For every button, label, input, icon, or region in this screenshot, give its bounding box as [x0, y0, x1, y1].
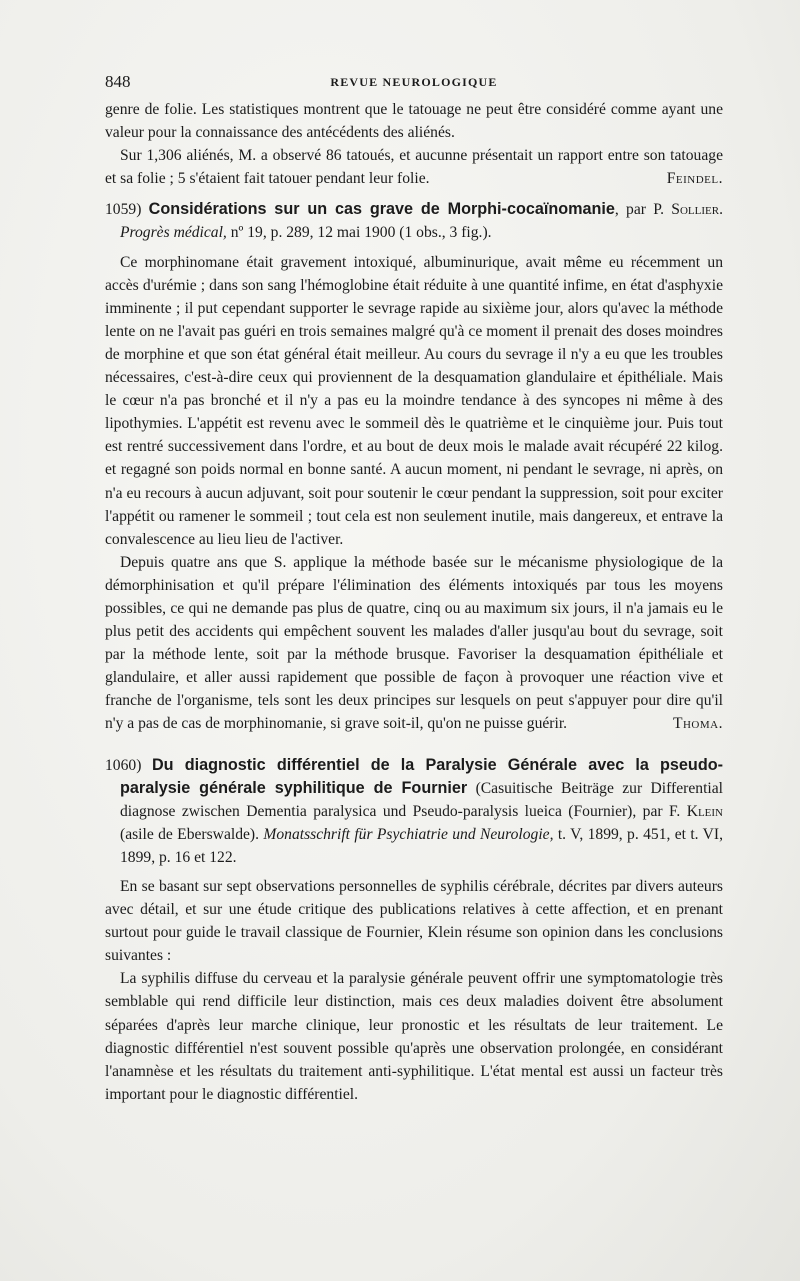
- entry-paragraph: La syphilis diffuse du cerveau et la paralysie générale peuvent offrir une symptomatologie très semblable qui rend difficile leur distinction, mais ces deux maladies doivent être absolument séparées d'après leur marche clinique, leur pronostic et les résultats de leur traitement. Le diagnostic différentiel n'est souvent possible qu'après une observation prolongée, en considérant l'anamnèse et les résultats du traitement anti-syphilitique. L'état mental est aussi un facteur très important pour le diagnostic différentiel.: [105, 970, 723, 1103]
- paragraph-text: Sur 1,306 aliénés, M. a observé 86 tatoués, et aucunne présentait un rapport entre son tatouage et sa folie ; 5 s'étaient fait tatouer pendant leur folie.: [105, 147, 723, 188]
- page-header: [105, 72, 723, 98]
- entry-paragraph: [105, 551, 723, 736]
- signature-thoma: Thoma.: [672, 715, 723, 733]
- entry-heading: [105, 198, 723, 244]
- paragraph-text: Depuis quatre ans que S. applique la méthode basée sur le mécanisme physiologique de la démorphinisation et qu'il prépare l'élimination des éléments intoxiqués par tous les moyens possibles, ce qui ne demande pas plus de quatre, cinq ou au maximum six jours, il n'a jamais eu le plus petit des accidents qui empêchent souvent les malades d'aller jusqu'au bout du sevrage, soit par la méthode lente, soit par la méthode brusque. Favoriser la desquamation épithéliale et glandulaire, et aller aussi rapidement que possible de façon à provoquer une réaction vive et franche de l'organisme, tels sont les deux principes sur lesquels on peut s'appuyer pour dire qu'il n'y a pas de cas de morphinomanie, si grave soit-il, qu'on ne puisse guérir.: [105, 553, 723, 733]
- entry-paragraph: En se basant sur sept observations personnelles de syphilis cérébrale, décrites par divers auteurs avec détail, et sur une étude critique des publications relatives à cette affection, et en prenant surtout pour guide le travail classique de Fournier, Klein résume son opinion dans les conclusions suivantes :: [105, 878, 723, 965]
- entry-heading: [105, 754, 723, 869]
- entry-reference: nº 19, p. 289, 12 mai 1900 (1 obs., 3 fig.).: [226, 224, 492, 242]
- entry-number: 1059): [105, 201, 142, 219]
- continued-paragraph: genre de folie. Les statistiques montrent que le tatouage ne peut être considéré comme ayant une valeur pour la connaissance des antécédents des aliénés.: [105, 101, 723, 142]
- entry-affiliation: (asile de Eberswalde).: [120, 825, 264, 843]
- page: [105, 72, 723, 1106]
- signature-feindel: Feindel.: [666, 170, 723, 188]
- entry-1059: [105, 198, 723, 735]
- entry-journal: Monatsschrift für Psychiatrie und Neurologie,: [263, 825, 554, 843]
- entry-journal: Progrès médical,: [120, 224, 227, 242]
- page-number: 848: [105, 72, 131, 91]
- entry-author: P. Sollier.: [653, 201, 723, 219]
- continued-paragraph-2: [105, 144, 723, 190]
- entry-1060: [105, 754, 723, 1106]
- entry-subtitle: (Casuitische Beiträge zur Differential diagnose zwischen Dementia paralysica und Pseudo-paralysis lueica (Fournier), par F.: [120, 779, 723, 820]
- entry-paragraph: Ce morphinomane était gravement intoxiqué, albuminurique, avait même eu récemment un accès d'urémie ; dans son sang l'hémoglobine était réduite à une quantité infime, en état d'asphyxie imminente ; il put cependant supporter le sevrage rapide au sixième jour, alors qu'avec la méthode lente on ne l'avait pas guéri en trois semaines malgré qu'à ce moment il prenait des doses moindres de morphine et que son état général était meilleur. Au cours du sevrage il n'y a eu que les troubles nécessaires, c'est-à-dire ceux qui proviennent de la desquamation glandulaire et épithéliale. Mais le cœur n'a pas bronché et il n'y a pas eu la moindre tendance à des syncopes ni même à des lipothymies. L'appétit est revenu avec le sommeil dès le quatrième et le cinquième jour. Puis tout est rentré successivement dans l'ordre, et au bout de deux mois le malade avait récupéré 22 kilog. et regagné son poids normal en bonne santé. A aucun moment, ni pendant le sevrage, ni après, on n'a eu recours à aucun adjuvant, soit pour soutenir le cœur pendant la suppression, soit pour exciter l'appétit ou ramener le sommeil ; tout cela est non seulement inutile, mais dangereux, et entrave la convalescence au lieu lieu de l'activer.: [105, 253, 723, 548]
- entry-author: Klein: [686, 802, 723, 820]
- entry-number: 1060): [105, 756, 142, 774]
- entry-title: Du diagnostic différentiel de la Paralysie Générale avec la pseudo-paralysie générale syphilitique de Fournier: [120, 755, 723, 797]
- entry-title: Considérations sur un cas grave de Morphi-cocaïnomanie: [148, 200, 615, 219]
- entry-by: , par: [614, 201, 646, 219]
- running-title: REVUE NEUROLOGIQUE: [330, 75, 498, 89]
- entry-reference: t. V, 1899, p. 451, et t. VI, 1899, p. 16 et 122.: [120, 825, 723, 866]
